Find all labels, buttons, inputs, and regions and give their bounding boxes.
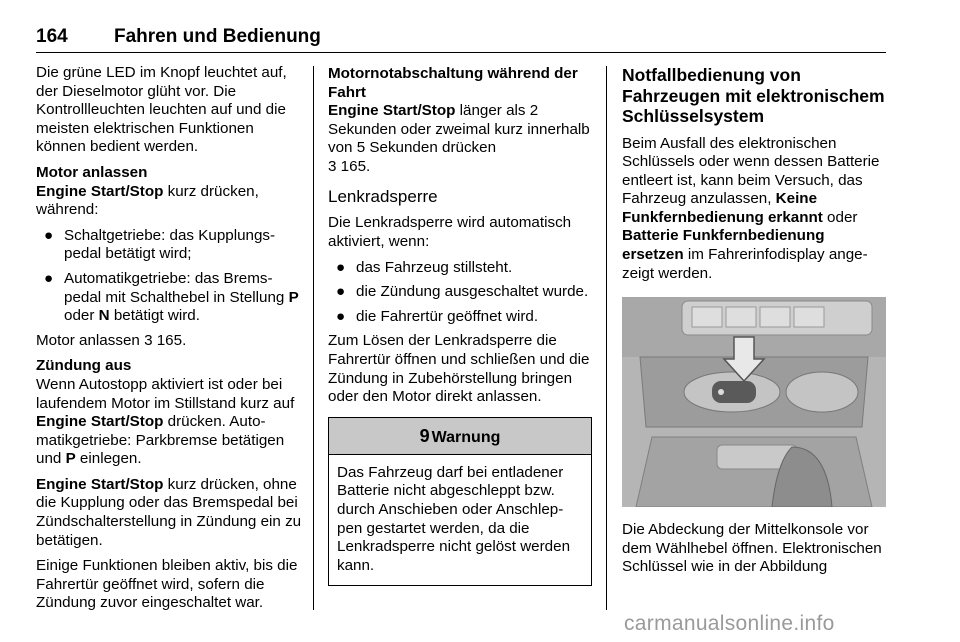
paragraph-abdeckung: Die Abdeckung der Mittelkonsole vor dem Wählhebel öffnen. Elektronischen Schlüssel wie in der Abbildung — [622, 521, 882, 576]
heading-motor-anlassen: Motor anlassen — [36, 163, 148, 181]
paragraph-zuendung-aus: Wenn Autostopp aktiviert ist oder bei laufendem Motor im Stillstand kurz auf Engine Start/Stop drücken. Automatikgetriebe: Parkbremse betätigen und P einlegen. — [36, 375, 295, 468]
column-2 — [328, 64, 592, 586]
paragraph-engine-start: Engine Start/Stop kurz drücken, während: — [36, 182, 259, 219]
heading-zuendung-aus: Zündung aus — [36, 357, 132, 375]
list-lenkradsperre — [328, 259, 592, 327]
paragraph-loesen: Zum Lösen der Lenkradsperre die Fahrertür öffnen und schließen und die Zündung in Zubehörstellung bringen oder den Motor direkt anlassen. — [328, 332, 590, 406]
paragraph-kurz-ohne: Engine Start/Stop kurz drücken, ohne die Kupplung oder das Bremspedal bei Zündschalterstellung in Zündung ein zu betätigen. — [36, 475, 302, 549]
paragraph-motornotabschaltung: Engine Start/Stop länger als 2 Sekunden oder zweimal kurz innerhalb von 5 Sekunden drücken 3 165. — [328, 102, 590, 175]
center-console-photo — [622, 297, 886, 507]
list-item: ● die Fahrertür geöffnet wird. — [336, 307, 539, 325]
heading-lenkradsperre: Lenkradsperre — [328, 187, 438, 207]
column-divider — [606, 66, 607, 610]
warning-box — [328, 417, 592, 587]
paragraph-led: Die grüne LED im Knopf leuchtet auf, der Dieselmotor glüht vor. Die Kontrollleuchten leuchten auf und die meisten elektrischen Funktionen können bedient werden. — [36, 64, 287, 156]
warning-title: Warnung — [431, 428, 501, 446]
watermark: carmanualsonline.info — [624, 612, 835, 635]
page-ref-arrow-icon[interactable]: 3 — [328, 157, 337, 175]
page-header — [36, 26, 886, 53]
page-ref-arrow-icon[interactable]: 3 — [144, 331, 153, 349]
warning-header — [329, 418, 591, 455]
column-3 — [622, 64, 888, 584]
list-start-conditions — [36, 227, 302, 326]
column-divider — [313, 66, 314, 610]
warning-icon: 9 — [419, 425, 430, 446]
paragraph-lenkradsperre-intro: Die Lenkradsperre wird automatisch aktiviert, wenn: — [328, 214, 572, 250]
list-item: ● die Zündung ausgeschaltet wurde. — [336, 283, 589, 301]
heading-motornotabschaltung: Motornotabschaltung während der Fahrt — [328, 65, 578, 101]
page-title: Fahren und Bedienung — [114, 26, 321, 47]
paragraph-notfall: Beim Ausfall des elektronischen Schlüssels oder wenn dessen Batterie entleert ist, kann beim Versuch, das Fahrzeug anzulassen, Keine Funkfernbedienung erkannt oder Batterie Funkfernbedienung ersetzen im Fahrerinfodisplay angezeigt werden. — [622, 134, 880, 282]
heading-notfallbedienung: Notfallbedienung von Fahrzeugen mit elektronischem Schlüsselsystem — [622, 65, 885, 126]
term-engine-start-stop: Engine Start/Stop — [36, 182, 164, 200]
paragraph-einige: Einige Funktionen bleiben aktiv, bis die Fahrertür geöffnet wird, sofern die Zündung zuvor eingeschaltet war. — [36, 557, 298, 612]
column-1 — [36, 64, 302, 620]
warning-text: Das Fahrzeug darf bei entladener Batterie nicht abgeschleppt bzw. durch Anschieben oder Anschleppen gestartet werden, da die Lenkradsperre nicht gelöst werden kann. — [337, 463, 571, 574]
list-item: ● Automatikgetriebe: das Bremspedal mit Schalthebel in Stellung P oder N betätigt wird. — [44, 269, 299, 325]
list-item: ● Schaltgetriebe: das Kupplungspedal betätigt wird; — [44, 226, 276, 263]
center-console-photo-icon — [622, 297, 886, 507]
paragraph-motor-anlassen-ref: Motor anlassen 3 165. — [36, 331, 187, 349]
page-number: 164 — [36, 26, 68, 47]
list-item: ● das Fahrzeug stillsteht. — [336, 258, 513, 276]
